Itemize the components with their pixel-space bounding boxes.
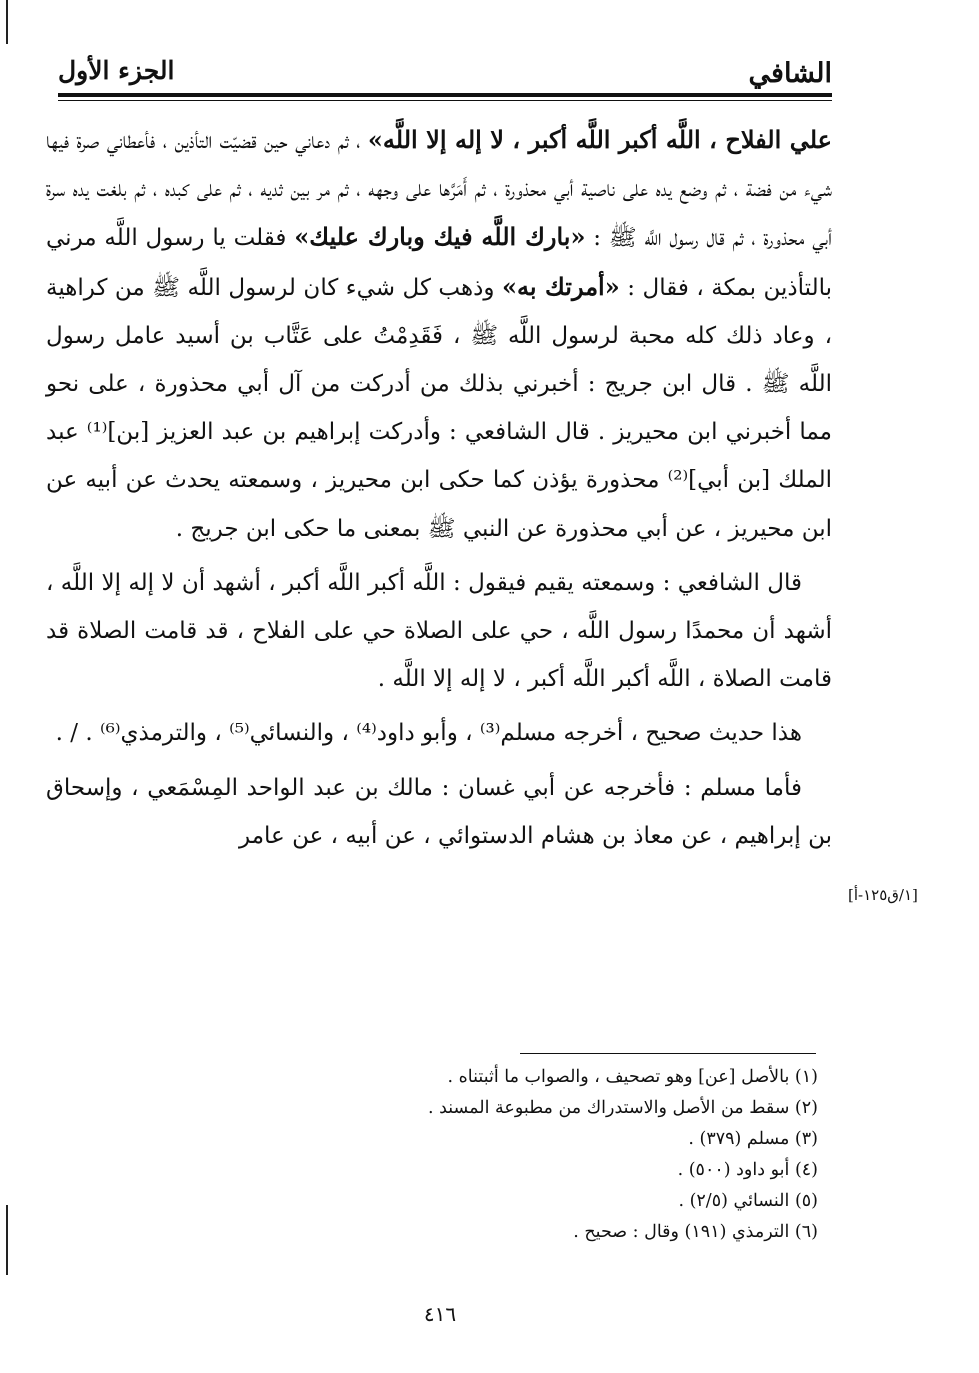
footnote: (١) بالأصل [عن] وهو تصحيف ، والصواب ما أثبتناه . bbox=[447, 1067, 818, 1087]
paragraph: قال الشافعي : وسمعته يقيم فيقول : اللَّه أكبر اللَّه أكبر ، أشهد أن لا إله إلا اللَّه ، أشهد أن محمدًا رسول اللَّه ، حي على الصلاة حي على الفلاح ، قد قامت الصلاة قد قامت الصلاة ، اللَّه أكبر اللَّه أكبر ، لا إله إلا اللَّه . bbox=[46, 569, 832, 693]
page-number: ٤١٦ bbox=[423, 1302, 457, 1326]
footnote: (٥) النسائي (٢/٥) . bbox=[678, 1191, 818, 1211]
text-run: ، ثم دعاني حين قضيّت التأذين ، فأعطاني صرة فيها شيء من فضة ، ثم وضع يده على ناصية أبي محذورة ، ثم أَمَرَّها على وجهه ، ثم مر بين ثديه ، ثم على كبده ، ثم بلغت يده سرة أبي محذورة ، ثم قال رسول اللَّه ﷺ : bbox=[46, 128, 832, 252]
text-run: فقلت يا رسول اللَّه مرني بالتأذين بمكة ، فقال : bbox=[46, 225, 832, 301]
margin-folio-note: [١/ق١٢٥-أ] bbox=[848, 886, 918, 904]
page-edge-mark bbox=[6, 0, 8, 44]
text-run: وذهب كل شيء كان لرسول اللَّه ﷺ من كراهية ، وعاد ذلك كله محبة لرسول اللَّه ﷺ ، فَقَدِمْتُ على عَتَّاب بن أسيد عامل رسول اللَّه ﷺ . قال ابن جريج : أخبرني بذلك من أدركت من آل أبي محذورة ، على نحو مما أخبرني ابن محيريز . قال الشافعي : وأدركت إبراهيم بن عبد العزيز [بن]⁽¹⁾ عبد الملك [بن أبي]⁽²⁾ محذورة يؤذن كما حكى ابن محيريز ، وسمعته يحدث عن أبيه عن ابن محيريز ، عن أبي محذورة عن النبي ﷺ بمعنى ما حكى ابن جريج . bbox=[46, 274, 833, 542]
paragraph: فأما مسلم : فأخرجه عن أبي غسان : مالك بن عبد الواحد المِسْمَعي ، وإسحاق بن إبراهيم ، عن معاذ بن هشام الدستوائي ، عن أبيه ، عن عامر bbox=[46, 774, 832, 849]
footnote: (٤) أبو داود (٥٠٠) . bbox=[677, 1160, 818, 1180]
paragraph: هذا حديث صحيح ، أخرجه مسلم⁽³⁾ ، وأبو داود⁽⁴⁾ ، والنسائي⁽⁵⁾ ، والترمذي⁽⁶⁾ . / . bbox=[55, 720, 802, 747]
page-edge-mark bbox=[6, 1205, 8, 1275]
book-title: الشافي bbox=[748, 58, 832, 89]
part-label: الجزء الأول bbox=[58, 56, 175, 85]
footnote: (٢) سقط من الأصل والاستدراك من مطبوعة المسند . bbox=[427, 1098, 818, 1118]
bold-phrase: «أمرتك به» bbox=[501, 271, 620, 301]
main-text bbox=[46, 116, 832, 860]
footnote: (٣) مسلم (٣٧٩) . bbox=[688, 1129, 818, 1149]
footnote: (٦) الترمذي (١٩١) وقال : صحيح . bbox=[573, 1222, 818, 1242]
footnotes bbox=[100, 1062, 818, 1248]
running-header bbox=[58, 48, 832, 92]
footnote-separator bbox=[520, 1053, 816, 1054]
paragraph bbox=[46, 116, 832, 553]
bold-phrase: «بارك اللَّه فيك وبارك عليك» bbox=[294, 222, 586, 252]
header-rule-thin bbox=[58, 100, 832, 101]
header-rule bbox=[58, 93, 832, 97]
bold-phrase: علي الفلاح ، اللَّه أكبر اللَّه أكبر ، لا إله إلا اللَّه» bbox=[367, 125, 833, 154]
